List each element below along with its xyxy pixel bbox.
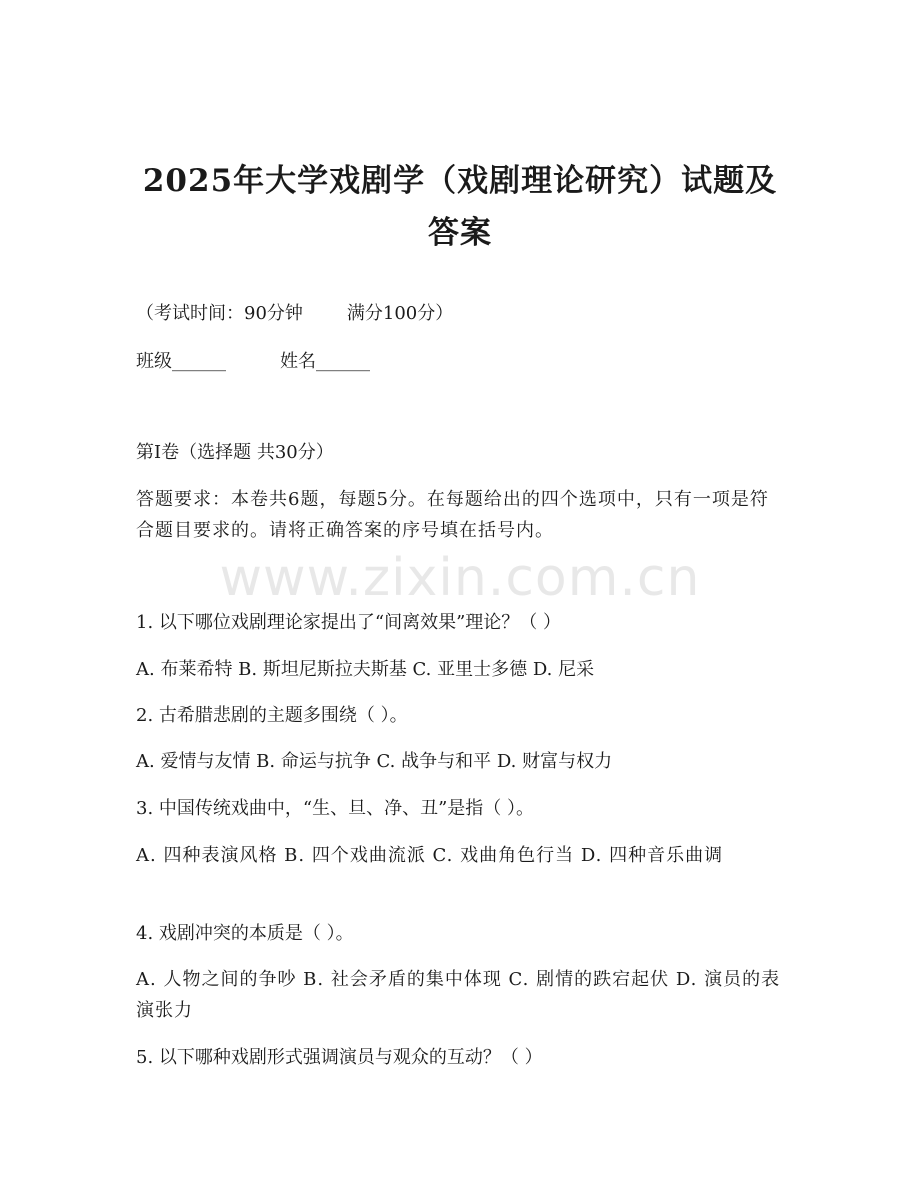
watermark-text: www.zixin.com.cn bbox=[219, 548, 701, 608]
question-4-options: A. 人物之间的争吵 B. 社会矛盾的集中体现 C. 剧情的跌宕起伏 D. 演员的表演张力 bbox=[136, 969, 781, 1021]
question-3-options: A. 四种表演风格 B. 四个戏曲流派 C. 戏曲角色行当 D. 四种音乐曲调 bbox=[136, 845, 724, 866]
exam-full-score: 满分100分） bbox=[346, 303, 454, 324]
question-2-options: A. 爱情与友情 B. 命运与抗争 C. 战争与和平 D. 财富与权力 bbox=[136, 751, 613, 772]
section-heading: 第I卷（选择题 共30分） bbox=[136, 442, 334, 463]
exam-info bbox=[136, 298, 453, 329]
title-line-1: 2025年大学戏剧学（戏剧理论研究）试题及 bbox=[142, 163, 778, 199]
question-1-options: A. 布莱希特 B. 斯坦尼斯拉夫斯基 C. 亚里士多德 D. 尼采 bbox=[136, 659, 595, 680]
section-instructions: 答题要求：本卷共6题，每题5分。在每题给出的四个选项中，只有一项是符合题目要求的。请将正确答案的序号填在括号内。 bbox=[136, 489, 769, 541]
question-3-stem: 3. 中国传统戏曲中，“生、旦、净、丑”是指（ ）。 bbox=[136, 798, 535, 819]
name-field-label: 姓名______ bbox=[280, 351, 370, 372]
exam-time: （考试时间：90分钟 bbox=[136, 303, 303, 324]
question-5-stem: 5. 以下哪种戏剧形式强调演员与观众的互动？（ ） bbox=[136, 1047, 543, 1068]
title-line-2: 答案 bbox=[428, 215, 492, 251]
question-1-stem: 1. 以下哪位戏剧理论家提出了“间离效果”理论？（ ） bbox=[136, 612, 562, 633]
class-field-label: 班级______ bbox=[136, 351, 226, 372]
question-4-stem: 4. 戏剧冲突的本质是（ ）。 bbox=[136, 923, 354, 944]
student-fields bbox=[136, 346, 370, 377]
document-title bbox=[100, 155, 820, 259]
question-2-stem: 2. 古希腊悲剧的主题多围绕（ ）。 bbox=[136, 705, 408, 726]
